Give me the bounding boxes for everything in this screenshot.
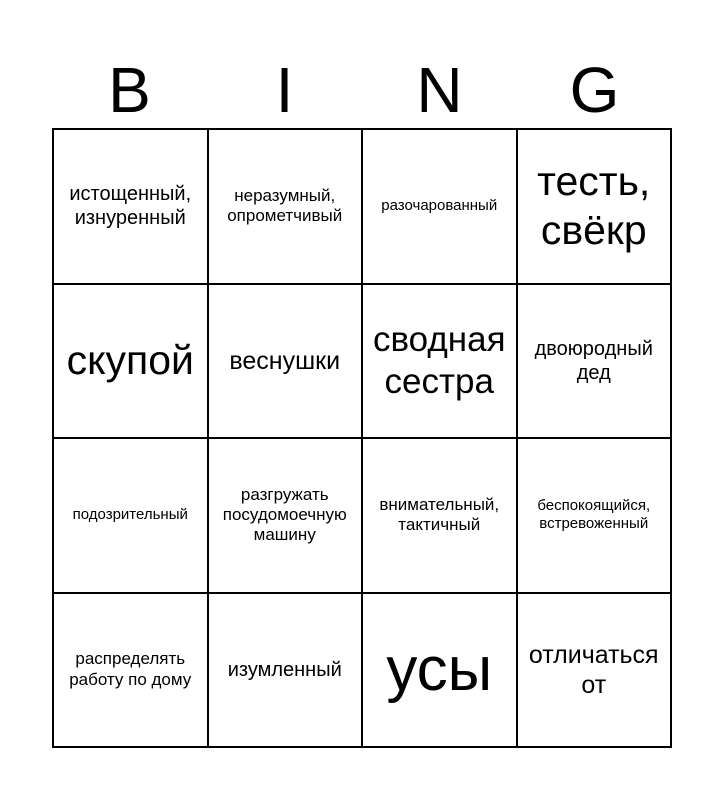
bingo-cell[interactable]	[209, 130, 364, 285]
bingo-cell-text: усы	[386, 634, 493, 704]
bingo-cell[interactable]	[363, 130, 518, 285]
bingo-cell[interactable]	[518, 594, 673, 749]
bingo-cell[interactable]	[518, 285, 673, 440]
bingo-cell[interactable]	[363, 285, 518, 440]
bingo-cell[interactable]	[363, 594, 518, 749]
bingo-cell[interactable]	[54, 439, 209, 594]
bingo-cell-text: двоюродный дед	[534, 337, 653, 384]
bingo-grid	[52, 128, 672, 748]
bingo-cell-text: сводная сестра	[372, 319, 506, 401]
bingo-cell[interactable]	[54, 130, 209, 285]
bingo-cell-text: истощенный, изнуренный	[69, 183, 192, 230]
bingo-cell-text: внимательный, тактичный	[379, 494, 500, 535]
bingo-header	[52, 52, 672, 128]
bingo-cell-text: тесть, свёкр	[537, 158, 651, 254]
bingo-cell-text: отличаться от	[528, 640, 659, 699]
bingo-cell[interactable]	[54, 285, 209, 440]
bingo-cell[interactable]	[54, 594, 209, 749]
bingo-cell-text: неразумный, опрометчивый	[227, 185, 343, 226]
bingo-cell-text: беспокоящийся, встревоженный	[537, 497, 651, 533]
bingo-cell[interactable]	[209, 439, 364, 594]
bingo-cell-text: веснушки	[229, 346, 341, 375]
bingo-cell-text: скупой	[66, 337, 194, 384]
bingo-cell[interactable]	[209, 285, 364, 440]
bingo-cell-text: распределять работу по дому	[69, 649, 192, 689]
bingo-cell[interactable]	[363, 439, 518, 594]
bingo-cell[interactable]	[209, 594, 364, 749]
header-letter-i: I	[275, 54, 294, 126]
header-letter-g: G	[569, 54, 620, 126]
bingo-cell-text: разочарованный	[381, 197, 498, 215]
header-letter-b: B	[108, 54, 151, 126]
header-letter-n: N	[416, 54, 463, 126]
bingo-cell-text: разгружать посудомоечную машину	[222, 484, 347, 545]
bingo-cell-text: изумленный	[227, 658, 342, 681]
bingo-cell[interactable]	[518, 439, 673, 594]
bingo-cell[interactable]	[518, 130, 673, 285]
bingo-cell-text: подозрительный	[72, 506, 188, 524]
